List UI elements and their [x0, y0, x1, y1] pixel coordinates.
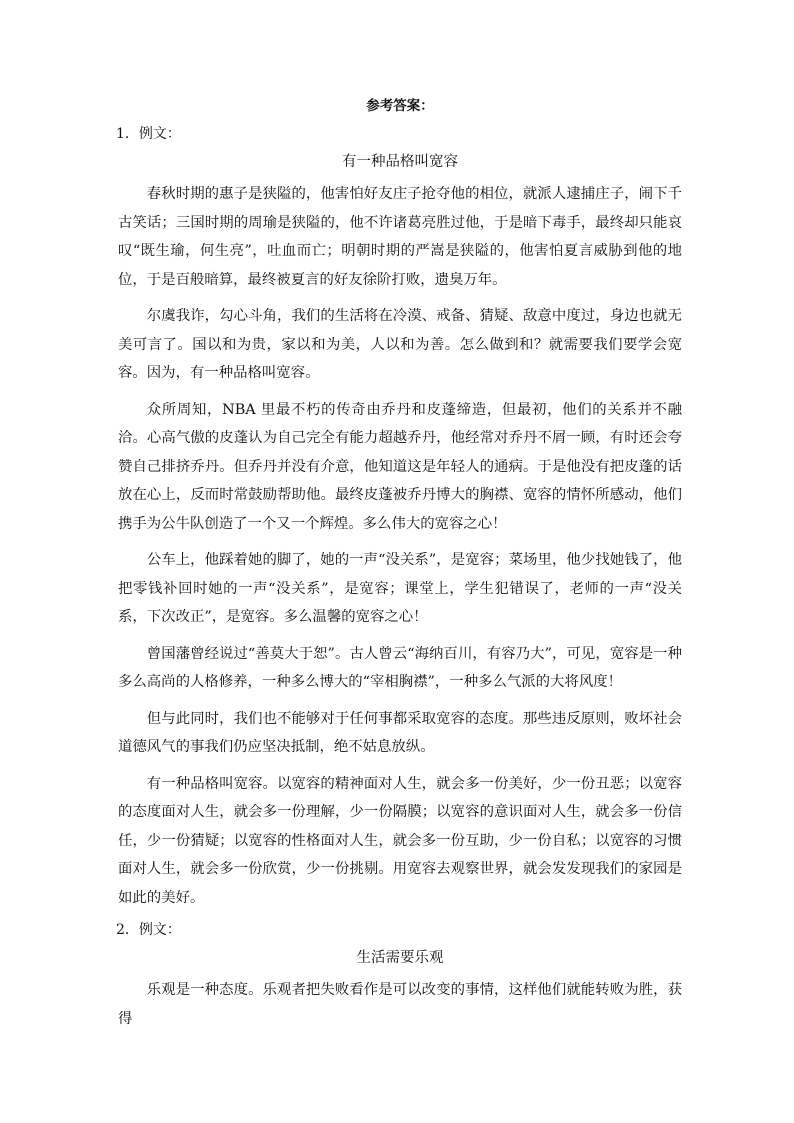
section-label-2: 2．例文： [116, 922, 181, 938]
answer-heading: 参考答案： [366, 98, 434, 114]
essay-2 [118, 920, 682, 1033]
essay-1-paragraph-7: 有一种品格叫宽容。以宽容的精神面对人生，就会多一份美好，少一份丑恶；以宽容的态度面对人生，就会多一份理解，少一份隔膜；以宽容的意识面对人生，就会多一份信任，少一份猜疑；以宽容的性格面对人生，就会多一份互助，少一份自私；以宽容的习惯面对人生，就会多一份欣赏，少一份挑剔。用宽容去观察世界，就会发发现我们的家园是如此的美好。 [118, 775, 682, 906]
section-label-1: 1．例文： [116, 126, 181, 142]
essay-1-paragraph-1: 春秋时期的惠子是狭隘的，他害怕好友庄子抢夺他的相位，就派人逮捕庄子，闹下千古笑话；三国时期的周瑜是狭隘的，他不许诸葛亮胜过他，于是暗下毒手，最终却只能哀叹“既生瑜，何生亮”，吐血而亡；明朝时期的严嵩是狭隘的，他害怕夏言威胁到他的地位，于是百般暗算，最终被夏言的好友徐阶打败，遗臭万年。 [118, 186, 682, 288]
essay-1-paragraph-6: 但与此同时，我们也不能够对于任何事都采取宽容的态度。那些违反原则，败坏社会道德风气的事我们仍应坚决抵制，绝不姑息放纵。 [118, 710, 682, 755]
essay-1-paragraph-2: 尔虞我诈，勾心斗角，我们的生活将在冷漠、戒备、猜疑、敌意中度过，身边也就无美可言了。国以和为贵，家以和为美，人以和为善。怎么做到和？就需要我们要学会宽容。因为，有一种品格叫宽容。 [118, 308, 682, 381]
essay-1 [118, 124, 682, 912]
essay-title-2: 生活需要乐观 [356, 950, 444, 966]
essay-1-paragraph-4: 公车上，他踩着她的脚了，她的一声“没关系”，是宽容；菜场里，他少找她钱了，他把零钱补回时她的一声“没关系”，是宽容；课堂上，学生犯错误了，老师的一声“没关系，下次改正”，是宽容。多么温馨的宽容之心！ [118, 552, 682, 625]
essay-title-1: 有一种品格叫宽容 [342, 154, 458, 170]
essay-1-paragraph-5: 曾国藩曾经说过“善莫大于恕”。古人曾云“海纳百川，有容乃大”，可见，宽容是一种多么高尚的人格修养，一种多么博大的“宰相胸襟”，一种多么气派的大将风度！ [118, 645, 682, 690]
essay-1-paragraph-3: 众所周知，NBA 里最不朽的传奇由乔丹和皮蓬缔造，但最初，他们的关系并不融洽。心高气傲的皮蓬认为自己完全有能力超越乔丹，他经常对乔丹不屑一顾，有时还会夸赞自己排挤乔丹。但乔丹并没有介意，他知道这是年轻人的通病。于是他没有把皮蓬的话放在心上，反而时常鼓励帮助他。最终皮蓬被乔丹博大的胸襟、宽容的情怀所感动，他们携手为公牛队创造了一个又一个辉煌。多么伟大的宽容之心！ [118, 401, 682, 532]
essay-2-paragraph-1: 乐观是一种态度。乐观者把失败看作是可以改变的事情，这样他们就能转败为胜，获得 [118, 982, 682, 1027]
